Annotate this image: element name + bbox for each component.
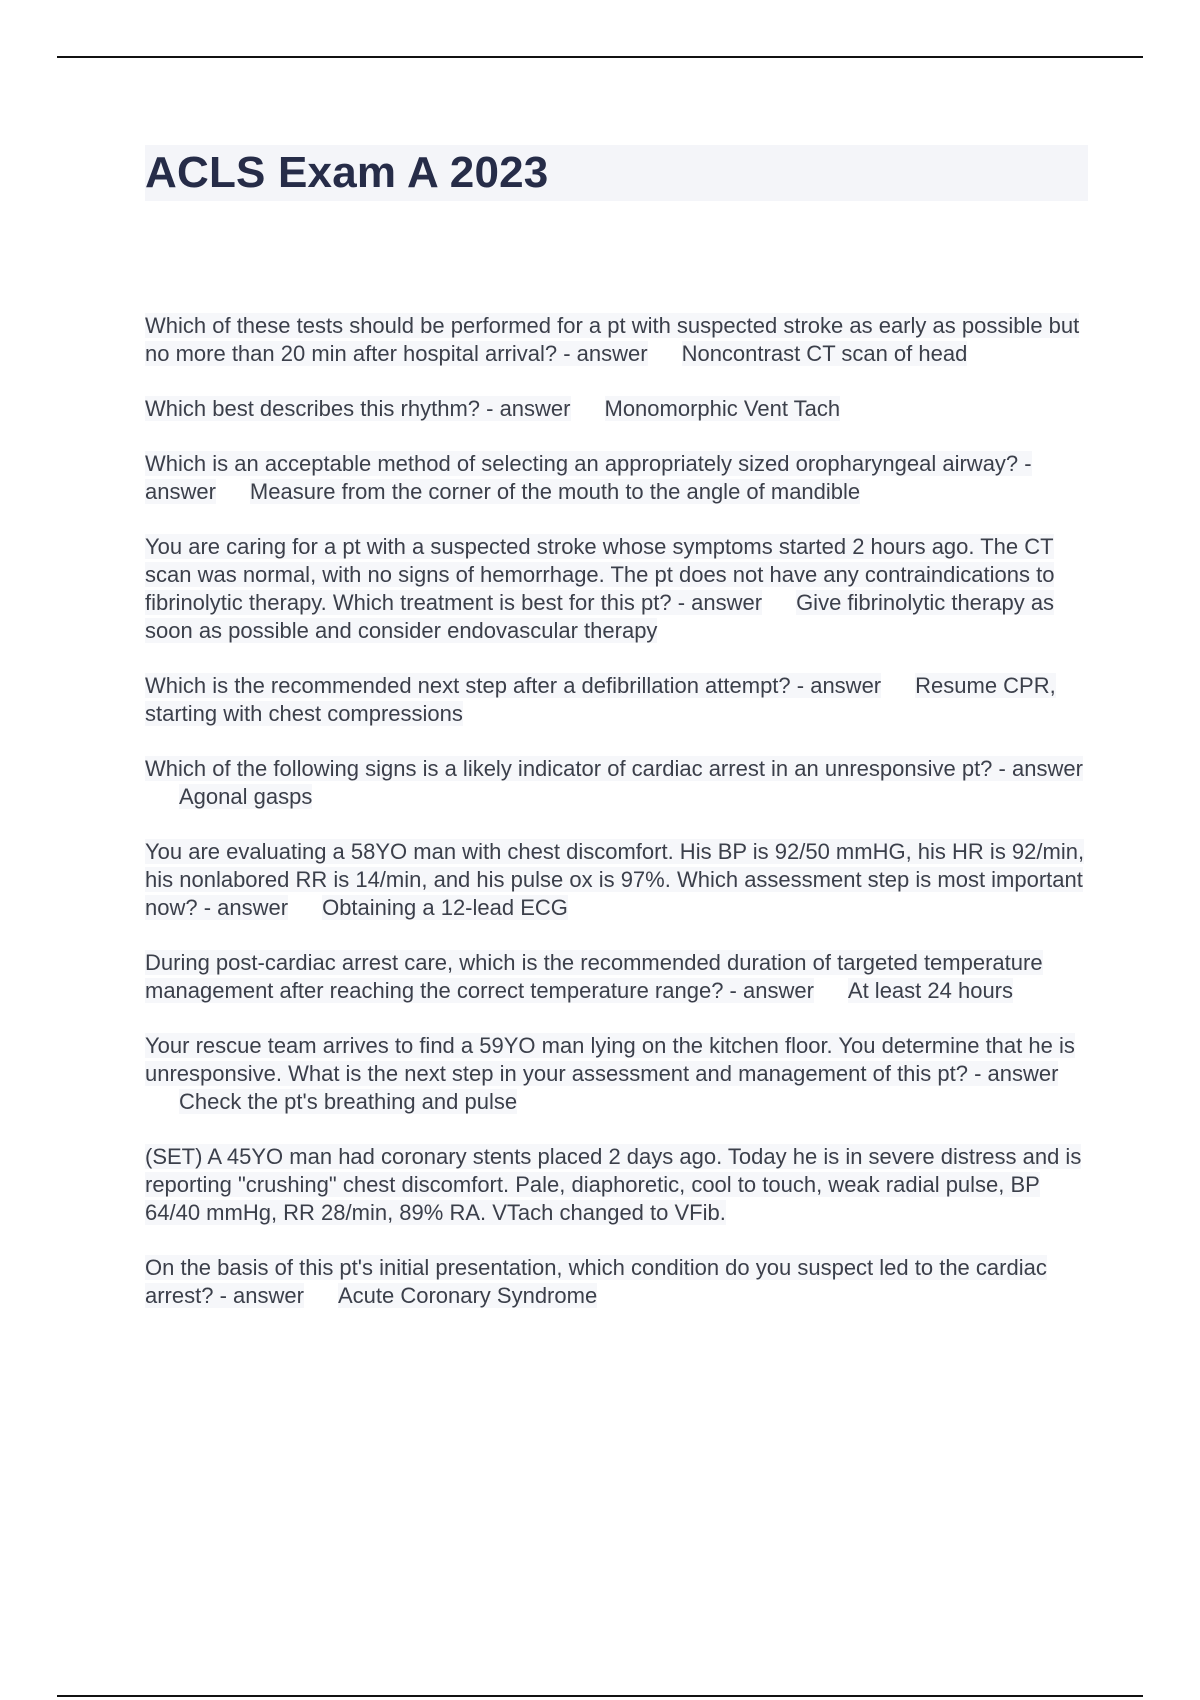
- answer-text: At least 24 hours: [847, 978, 1014, 1003]
- qa-item: [145, 450, 1090, 506]
- answer-text: Resume CPR, starting with chest compressions: [145, 673, 1056, 726]
- answer-text: Monomorphic Vent Tach: [604, 396, 841, 421]
- answer-text: Measure from the corner of the mouth to the angle of mandible: [249, 479, 861, 504]
- question-text: Which of these tests should be performed for a pt with suspected stroke as early as possible but no more than 20 min after hospital arrival? - answer: [145, 313, 1080, 366]
- question-text: During post-cardiac arrest care, which is the recommended duration of targeted temperature management after reaching the correct temperature range? - answer: [145, 950, 1043, 1003]
- qa-item: [145, 838, 1090, 922]
- scenario-text: (SET) A 45YO man had coronary stents placed 2 days ago. Today he is in severe distress and is reporting "crushing" chest discomfort. Pale, diaphoretic, cool to touch, weak radial pulse, BP 64/40 mmHg, RR 28/min, 89% RA. VTach changed to VFib.: [145, 1144, 1082, 1225]
- qa-item: [145, 312, 1090, 368]
- document-title: ACLS Exam A 2023: [145, 148, 549, 197]
- qa-item: [145, 755, 1090, 811]
- answer-text: Acute Coronary Syndrome: [337, 1283, 598, 1308]
- qa-item: [145, 949, 1090, 1005]
- title-block: [145, 145, 1088, 201]
- answer-text: Give fibrinolytic therapy as soon as possible and consider endovascular therapy: [145, 590, 1055, 643]
- qa-item: [145, 395, 1090, 423]
- question-text: You are caring for a pt with a suspected stroke whose symptoms started 2 hours ago. The CT scan was normal, with no signs of hemorrhage. The pt does not have any contraindications to fibrinolytic therapy. Which treatment is best for this pt? - answer: [145, 534, 1055, 615]
- question-text: Which of the following signs is a likely indicator of cardiac arrest in an unresponsive pt? - answer: [145, 756, 1083, 781]
- answer-text: Check the pt's breathing and pulse: [179, 1089, 518, 1114]
- qa-item: [145, 533, 1090, 645]
- question-text: Which best describes this rhythm? - answer: [145, 396, 571, 421]
- answer-text: Agonal gasps: [179, 784, 313, 809]
- footer-rule: [57, 1695, 1143, 1697]
- answer-text: Obtaining a 12-lead ECG: [322, 895, 568, 920]
- question-text: Which is an acceptable method of selecting an appropriately sized oropharyngeal airway? - answer: [145, 451, 1032, 504]
- qa-item: [145, 1254, 1090, 1310]
- question-text: You are evaluating a 58YO man with chest discomfort. His BP is 92/50 mmHG, his HR is 92/min, his nonlabored RR is 14/min, and his pulse ox is 97%. Which assessment step is most important now? - answer: [145, 839, 1085, 920]
- qa-item: [145, 1032, 1090, 1116]
- qa-item: [145, 672, 1090, 728]
- answer-text: Noncontrast CT scan of head: [681, 341, 968, 366]
- header-rule: [57, 56, 1143, 58]
- question-text: On the basis of this pt's initial presentation, which condition do you suspect led to the cardiac arrest? - answer: [145, 1255, 1047, 1308]
- question-text: Your rescue team arrives to find a 59YO man lying on the kitchen floor. You determine that he is unresponsive. What is the next step in your assessment and management of this pt? - answer: [145, 1033, 1075, 1086]
- qa-list: [145, 312, 1090, 1337]
- question-text: Which is the recommended next step after a defibrillation attempt? - answer: [145, 673, 882, 698]
- scenario-item: [145, 1143, 1090, 1227]
